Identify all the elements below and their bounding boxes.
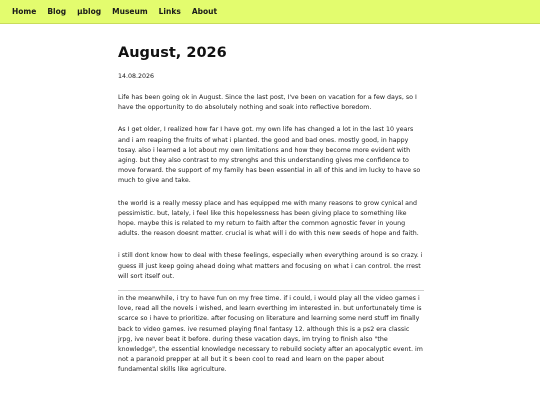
post-date: 14.08.2026 bbox=[118, 73, 155, 80]
nav-links-link[interactable]: Links bbox=[158, 7, 181, 16]
top-navigation bbox=[0, 0, 540, 24]
section-divider bbox=[118, 290, 424, 291]
nav-blog-link[interactable]: Blog bbox=[47, 7, 67, 16]
post-paragraph-1: Life has been going ok in August. Since the last post, I've been on vacation for a few days, so I have the opportunity to do absolutely nothing and soak into reflective boredom. bbox=[118, 94, 417, 112]
post-paragraph-5: in the meanwhile, i try to have fun on my free time. if i could, i would play all the video games i love, read all the novels i wished, and learn everthing im interested in. but unfortunately time is scarce so i have to prioritize. after focusing on literature and learning some nerd stuff im finally back to video games. ive resumed playing final fantasy 12. although this is a ps2 era classic jrpg, ive never beat it before. during these vacation days, im trying to finish also "the knowledge", the essential knowledge necessary to rebuild society after an apocalyptic event. im not a paranoid prepper at all but it s been cool to read and learn on the paper about fundamental skills like agriculture. bbox=[118, 295, 423, 374]
post-title: August, 2026 bbox=[118, 45, 227, 61]
post-paragraph-4: i still dont know how to deal with these feelings, especially when everything around is so crazy. i guess ill just keep going ahead doing what matters and focusing on what i can control. the rrest will sort itself out. bbox=[118, 252, 423, 280]
nav-museum-link[interactable]: Museum bbox=[112, 7, 148, 16]
nav-microblog-link[interactable]: µblog bbox=[77, 7, 102, 16]
nav-home-link[interactable]: Home bbox=[12, 7, 37, 16]
post-paragraph-2: As I get older, I realized how far I have got. my own life has changed a lot in the last 10 years and i am reaping the fruits of what i planted. the good and bad ones. mostly good, in happy tosay. also i learned a lot about my own limitations and how they become more evident with aging. but they also contrast to my strenghs and this understanding gives me confidence to move forward. the support of my family has been essential in all of this and im lucky to have so much to give and take. bbox=[118, 126, 421, 185]
nav-about-link[interactable]: About bbox=[191, 7, 218, 16]
post-content bbox=[118, 24, 424, 376]
post-paragraph-3: the world is a really messy place and has equipped me with many reasons to grow cynical and pessimistic. but, lately, i feel like this hopelessness has been giving place to something like hope. maybe this is related to my return to faith after the common agnostic fever in young adults. the reason doesnt matter. crucial is what will i do with this new seeds of hope and faith. bbox=[118, 199, 419, 238]
